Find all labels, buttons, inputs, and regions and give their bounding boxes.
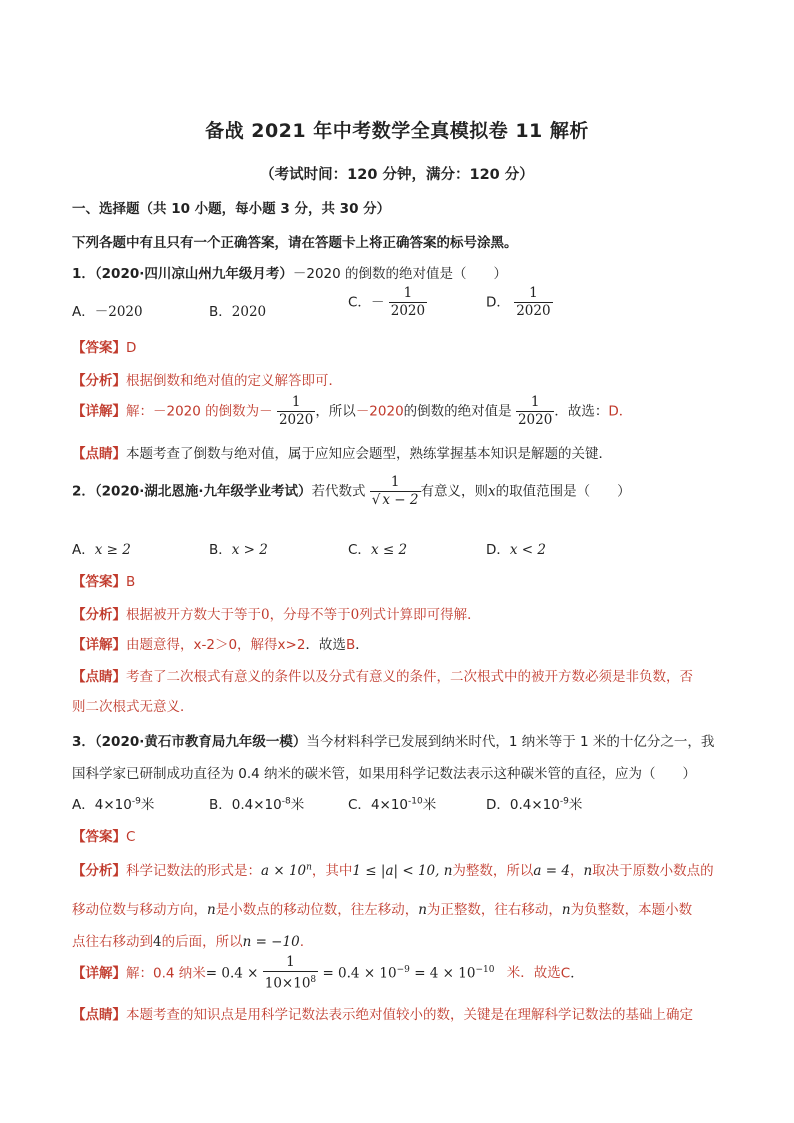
analysis-line <box>72 603 481 623</box>
comment-line <box>72 665 693 685</box>
exponent: −9 <box>396 964 410 975</box>
detail-text: x>2 <box>277 637 306 653</box>
comment-text: 本题考查了倒数与绝对值，属于应知应会题型，熟练掌握基本知识是解题的关键． <box>126 446 612 462</box>
exponent: -9 <box>131 796 141 807</box>
radicand: x − 2 <box>382 492 419 508</box>
answer-line <box>72 336 136 356</box>
section-heading: 一、选择题（共 10 小题，每小题 3 分，共 30 分） <box>72 201 391 217</box>
detail-text: －2020 的倒数为－ <box>153 403 273 420</box>
analysis-text: 为负整数，本题小数 <box>570 902 693 918</box>
option-label: D． <box>486 294 510 311</box>
analysis-tag: 【分析】 <box>72 607 126 623</box>
question-number: 3． <box>72 734 95 750</box>
analysis-text: ， <box>569 863 584 879</box>
option-d <box>486 538 546 558</box>
fraction <box>370 474 421 509</box>
option-value: －2020 <box>94 304 143 320</box>
exponent: -9 <box>559 796 569 807</box>
fraction <box>389 285 427 320</box>
detail-text: 由题意得， <box>126 637 194 653</box>
option-label: A． <box>72 304 95 320</box>
option-c <box>348 285 427 320</box>
option-a <box>72 300 143 320</box>
detail-text: 解： <box>126 403 153 420</box>
numerator: 1 <box>286 954 295 970</box>
minus-sign: － <box>370 294 385 311</box>
detail-text: ，所以 <box>315 403 356 420</box>
analysis-text: 科学记数法的形式是： <box>126 863 261 879</box>
comment-tag: 【点睛】 <box>72 1007 126 1023</box>
unit: 米 <box>290 797 305 813</box>
option-a <box>72 793 154 813</box>
option-label: C． <box>348 797 371 813</box>
numerator: 1 <box>390 474 400 490</box>
formula: n <box>583 863 593 879</box>
option-a <box>72 538 131 558</box>
analysis-text: 的后面，所以 <box>161 934 243 950</box>
comment-text: 本题考查的知识点是用科学记数法表示绝对值较小的数，关键是在理解科学记数法的基础上确定 <box>126 1007 693 1023</box>
exponent: -10 <box>408 796 423 807</box>
option-b <box>209 793 304 813</box>
question-number: 2． <box>72 483 95 500</box>
analysis-tag: 【分析】 <box>72 863 126 879</box>
option-value: x ≤ 2 <box>370 542 408 558</box>
comment-line <box>72 442 612 462</box>
analysis-text: 取决于原数小数点的 <box>592 863 714 879</box>
question-text: 的取值范围是（ ） <box>495 483 631 500</box>
unit: 米 <box>422 797 437 813</box>
question-3-stem <box>72 730 714 750</box>
exponent: n <box>306 862 312 873</box>
denominator: 2020 <box>390 303 426 319</box>
detail-text: 的倒数的绝对值是 <box>403 403 512 420</box>
unit: 米 <box>140 797 155 813</box>
numerator: 1 <box>403 285 413 301</box>
formula: = 4 × 10 <box>414 965 476 982</box>
detail-line <box>72 633 369 653</box>
analysis-text: 为正整数，往右移动， <box>426 902 562 918</box>
analysis-line <box>72 369 342 389</box>
option-label: B． <box>209 542 232 558</box>
answer-line <box>72 570 135 590</box>
denominator <box>263 971 318 993</box>
question-text: 有意义，则 <box>420 483 489 500</box>
answer-tag: 【答案】 <box>72 574 126 590</box>
analysis-text: 是小数点的移动位数，往左移动， <box>215 902 419 918</box>
numerator: 1 <box>291 394 301 410</box>
option-value: x ≥ 2 <box>94 542 131 558</box>
option-c <box>348 793 436 813</box>
detail-tag: 【详解】 <box>72 637 126 653</box>
question-text: 当今材料科学已发展到纳米时代，1 纳米等于 1 米的十亿分之一，我 <box>306 734 715 750</box>
denominator: √ x − 2 <box>371 492 419 508</box>
unit: 米 <box>568 797 583 813</box>
analysis-tag: 【分析】 <box>72 373 126 389</box>
detail-text: 解： <box>126 965 153 982</box>
formula: n <box>207 902 216 918</box>
variable: x <box>488 483 496 500</box>
formula: n <box>561 902 571 918</box>
detail-text: ． <box>570 965 584 982</box>
question-text: 若代数式 <box>311 483 366 500</box>
answer-tag: 【答案】 <box>72 829 126 845</box>
detail-text: C <box>560 965 571 982</box>
answer-line <box>72 825 135 845</box>
detail-text: 米．故选 <box>506 965 561 982</box>
detail-text: 0.4 纳米 <box>153 965 206 982</box>
option-label: C． <box>348 542 371 558</box>
detail-text: ．故选 <box>305 637 346 653</box>
option-d <box>486 793 582 813</box>
detail-line <box>72 954 584 993</box>
denominator: 2020 <box>278 412 314 428</box>
detail-tag: 【详解】 <box>72 965 126 982</box>
section-instruction: 下列各题中有且只有一个正确答案，请在答题卡上将正确答案的标号涂黑。 <box>72 235 518 251</box>
question-2-stem <box>72 474 631 509</box>
analysis-text: 根据被开方数大于等于 <box>126 607 261 623</box>
formula: 1 ≤ |a| < 10, n <box>352 863 453 879</box>
detail-text: ．故选： <box>554 403 609 420</box>
denominator: 2020 <box>516 303 551 319</box>
analysis-text: 点往右移动到 <box>72 934 153 950</box>
analysis-text: . <box>299 934 304 950</box>
detail-text: B <box>345 637 356 653</box>
option-label: B． <box>209 304 232 320</box>
comment-text: 考查了二次根式有意义的条件以及分式有意义的条件，二次根式中的被开方数必须是非负数，否 <box>126 669 693 685</box>
detail-text: D． <box>608 403 633 420</box>
question-source: （2020·四川凉山州九年级月考） <box>94 266 293 282</box>
analysis-value: 0 <box>261 607 270 623</box>
question-1-stem <box>72 262 507 282</box>
question-number: 1． <box>72 266 95 282</box>
analysis-text: 列式计算即可得解． <box>359 607 481 623</box>
detail-line <box>72 394 632 429</box>
option-b <box>209 300 266 320</box>
fraction <box>514 285 552 320</box>
analysis-text: ，分母不等于 <box>269 607 351 623</box>
analysis-text: 移动位数与移动方向， <box>72 902 207 918</box>
answer-value: B <box>126 574 136 590</box>
fraction <box>263 954 318 993</box>
analysis-line <box>72 859 714 879</box>
option-value: 4×10 <box>94 797 132 813</box>
option-label: B． <box>209 797 232 813</box>
analysis-value: 4 <box>153 934 162 950</box>
option-b <box>209 538 268 558</box>
fraction <box>277 394 315 429</box>
option-value: x > 2 <box>231 542 268 558</box>
analysis-line-cont <box>72 898 692 918</box>
denominator: 2020 <box>517 412 553 428</box>
detail-text: x-2＞0 <box>193 637 238 653</box>
option-d <box>486 285 553 320</box>
formula: n = −10 <box>242 934 300 950</box>
comment-line-cont: 则二次根式无意义． <box>72 699 194 715</box>
option-label: C． <box>348 294 371 311</box>
document-subtitle: （考试时间：120 分钟，满分：120 分） <box>260 167 534 183</box>
analysis-line-cont <box>72 930 304 950</box>
question-text: －2020 的倒数的绝对值是（ ） <box>292 266 508 282</box>
question-source: （2020·黄石市教育局九年级一模） <box>94 734 307 750</box>
document-title: 备战 2021 年中考数学全真模拟卷 11 解析 <box>205 120 589 142</box>
analysis-value: 0 <box>350 607 360 623</box>
question-source: （2020·湖北恩施·九年级学业考试） <box>94 483 312 500</box>
detail-text: ． <box>355 637 369 653</box>
detail-text: ，解得 <box>237 637 278 653</box>
analysis-text: 为整数，所以 <box>452 863 534 879</box>
option-value: x < 2 <box>509 542 547 558</box>
answer-tag: 【答案】 <box>72 340 126 356</box>
detail-tag: 【详解】 <box>72 403 126 420</box>
answer-value: C <box>126 829 136 845</box>
option-value: 4×10 <box>370 797 409 813</box>
option-value: 0.4×10 <box>509 797 560 813</box>
detail-text: －2020 <box>355 403 404 420</box>
numerator: 1 <box>529 285 538 301</box>
analysis-text: ，其中 <box>311 863 353 879</box>
comment-tag: 【点睛】 <box>72 669 126 685</box>
option-label: D． <box>486 797 510 813</box>
question-3-stem-cont: 国科学家已研制成功直径为 0.4 纳米的碳米管，如果用科学记数法表示这种碳米管的直径，应为（ ） <box>72 766 697 782</box>
exponent: 8 <box>310 975 317 985</box>
formula: a × 10 <box>261 863 307 879</box>
option-value: 2020 <box>231 304 267 320</box>
formula: a = 4 <box>533 863 570 879</box>
option-label: A． <box>72 542 95 558</box>
option-value: 0.4×10 <box>231 797 282 813</box>
answer-value: D <box>126 340 137 356</box>
comment-line <box>72 1003 693 1023</box>
option-label: D． <box>486 542 510 558</box>
formula: = 0.4 × 10 <box>322 965 397 982</box>
exponent: -8 <box>281 796 291 807</box>
denominator-base: 10×10 <box>264 975 311 992</box>
analysis-text: 根据倒数和绝对值的定义解答即可． <box>126 373 342 389</box>
comment-tag: 【点睛】 <box>72 446 126 462</box>
option-c <box>348 538 407 558</box>
formula: = 0.4 × <box>205 965 259 982</box>
exponent: −10 <box>475 964 495 975</box>
numerator: 1 <box>530 394 540 410</box>
option-label: A． <box>72 797 95 813</box>
formula: n <box>418 902 427 918</box>
fraction <box>516 394 554 429</box>
